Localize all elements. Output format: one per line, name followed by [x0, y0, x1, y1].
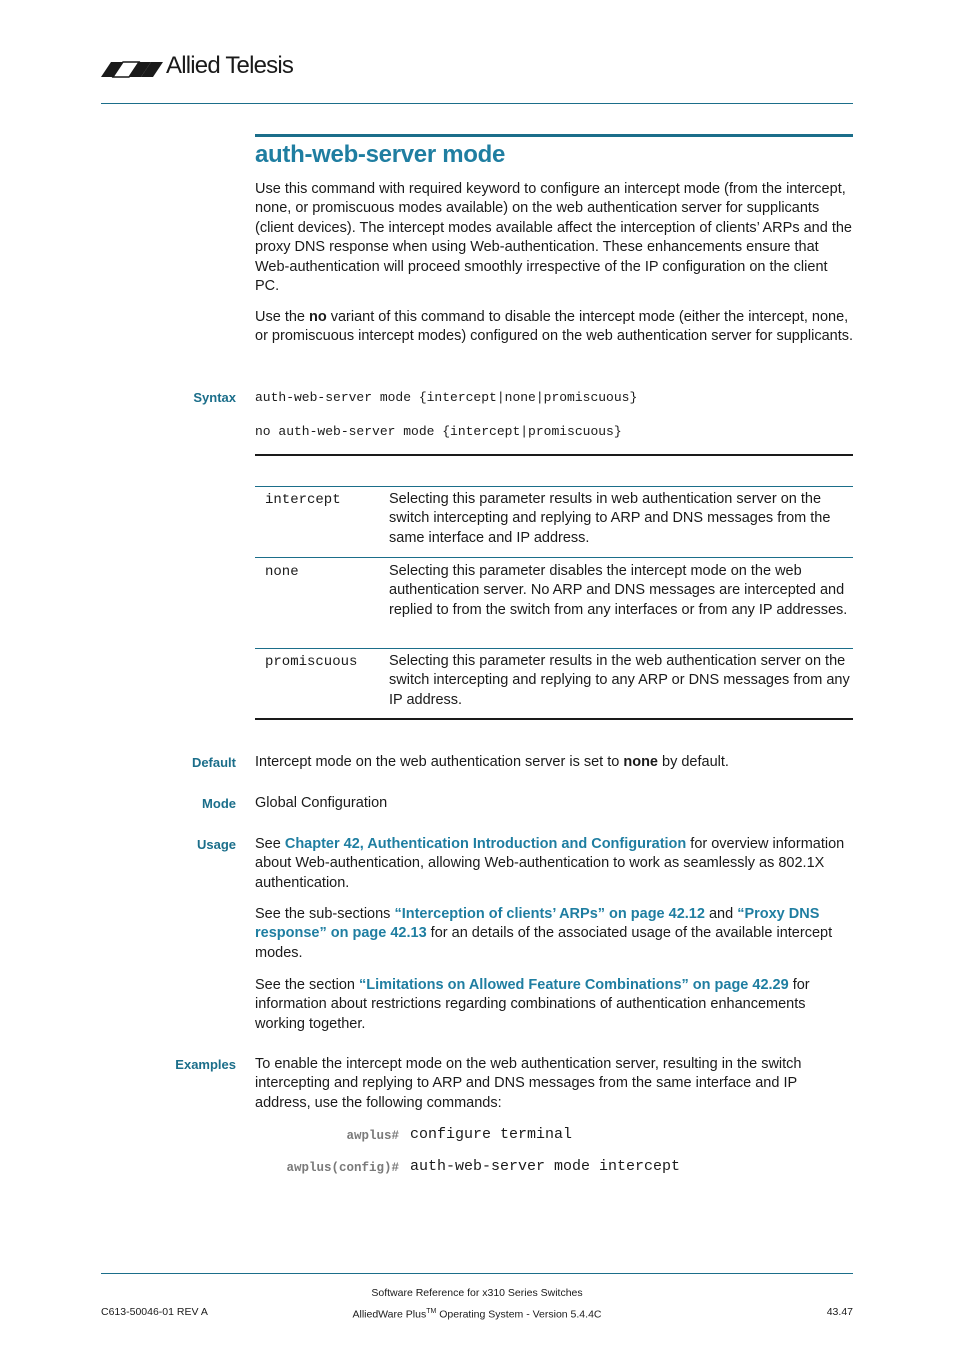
usage-1-post: for overview information about Web-authentication, allowing Web-authentication to work as seamlessly as 802.1X authentication.: [255, 836, 845, 891]
syntax-line-2: no auth-web-server mode {intercept|promiscuous}: [255, 424, 622, 439]
usage-1-pre: See: [255, 836, 285, 852]
default-label: Default: [191, 755, 236, 770]
header-divider: [101, 103, 853, 104]
footer-os-pre: AlliedWare Plus: [352, 1308, 427, 1321]
usage-label: Usage: [196, 837, 236, 852]
no-variant-paragraph: [255, 308, 855, 347]
syntax-line-1: auth-web-server mode {intercept|none|promiscuous}: [255, 390, 638, 405]
table-desc-promiscuous: Selecting this parameter results in the web authentication server on the switch intercepting and replying to any ARP or DNS messages from any IP address.: [389, 653, 850, 708]
usage-2-post: for an details of the associated usage of the available intercept modes.: [255, 925, 833, 961]
table-row-divider: [255, 486, 853, 487]
logo-text: Allied Telesis: [166, 52, 294, 79]
command-text: auth-web-server mode intercept: [410, 1158, 681, 1175]
default-pre: Intercept mode on the web authentication server is set to: [255, 754, 624, 770]
examples-label: Examples: [175, 1057, 236, 1072]
default-post: by default.: [658, 754, 729, 770]
usage-3-pre: See the section: [255, 977, 359, 993]
usage-paragraph-3: [255, 976, 855, 1034]
usage-paragraph-1: [255, 835, 855, 893]
table-desc-intercept: Selecting this parameter results in web authentication server on the switch intercepting and replying to ARP and DNS messages from the same interface and IP address.: [389, 491, 831, 546]
syntax-label: Syntax: [193, 390, 236, 405]
interception-arps-link[interactable]: “Interception of clients’ ARPs” on page 42.12: [394, 906, 705, 922]
no-variant-post: variant of this command to disable the intercept mode (either the intercept, none, or promiscuous intercept modes) configured on the web authentication server for supplicants.: [255, 309, 854, 345]
usage-3-post: for information about restrictions regarding combinations of authentication enhancements working together.: [255, 977, 810, 1032]
examples-text: To enable the intercept mode on the web authentication server, resulting in the switch intercepting and replying to ARP and DNS messages from the same interface and IP address, use the following commands:: [255, 1056, 802, 1111]
table-bottom-border: [255, 718, 853, 720]
table-param-promiscuous: promiscuous: [265, 654, 358, 670]
command-prompt: awplus#: [346, 1129, 399, 1143]
table-param-none: none: [265, 564, 299, 580]
proxy-dns-link[interactable]: “Proxy DNS response” on page 42.13: [255, 906, 820, 942]
command-text: configure terminal: [410, 1126, 573, 1143]
table-row-divider: [255, 648, 853, 649]
table-desc-none: Selecting this parameter disables the intercept mode on the web authentication server. No ARP and DNS messages are intercepted and replied to from the switch from any interfaces or from any IP addresses.: [389, 563, 848, 618]
no-variant-pre: Use the: [255, 309, 309, 325]
usage-2-mid: and: [704, 906, 738, 922]
title-divider: [255, 134, 853, 137]
chapter-42-link[interactable]: Chapter 42, Authentication Introduction and Configuration: [284, 836, 687, 852]
limitations-link[interactable]: “Limitations on Allowed Feature Combinations” on page 42.29: [359, 977, 789, 993]
usage-paragraph-2: [255, 905, 855, 963]
footer-os-version: [0, 1305, 954, 1322]
usage-2-pre: See the sub-sections: [255, 906, 395, 922]
default-text: [255, 753, 855, 772]
footer-divider: [101, 1273, 853, 1274]
allied-telesis-logo-mark-icon: [101, 56, 163, 78]
no-variant-keyword: no: [309, 309, 327, 325]
footer-title: Software Reference for x310 Series Switches: [371, 1287, 583, 1299]
footer-os-sup: TM: [426, 1308, 437, 1315]
mode-text: Global Configuration: [255, 795, 388, 811]
footer-page-number: 43.47: [826, 1306, 853, 1318]
footer-os-post: Operating System - Version 5.4.4C: [436, 1308, 602, 1321]
default-keyword: none: [623, 754, 658, 770]
company-logo: [101, 52, 301, 82]
mode-label: Mode: [202, 796, 236, 811]
command-prompt: awplus(config)#: [286, 1161, 399, 1175]
table-param-intercept: intercept: [265, 492, 341, 508]
footer-doc-id: C613-50046-01 REV A: [101, 1306, 208, 1318]
table-row-divider: [255, 557, 853, 558]
intro-paragraph: Use this command with required keyword to configure an intercept mode (from the intercept, none, or promiscuous modes available) on the web authentication server for supplicants (client devices). The intercept modes available affect the interception of clients’ ARPs and the proxy DNS response when using Web-authentication. These enhancements ensure that Web-authentication will proceed smoothly irrespective of the IP configuration on the client PC.: [255, 181, 852, 295]
table-top-border: [255, 454, 853, 456]
page-title: auth-web-server mode: [255, 141, 506, 168]
